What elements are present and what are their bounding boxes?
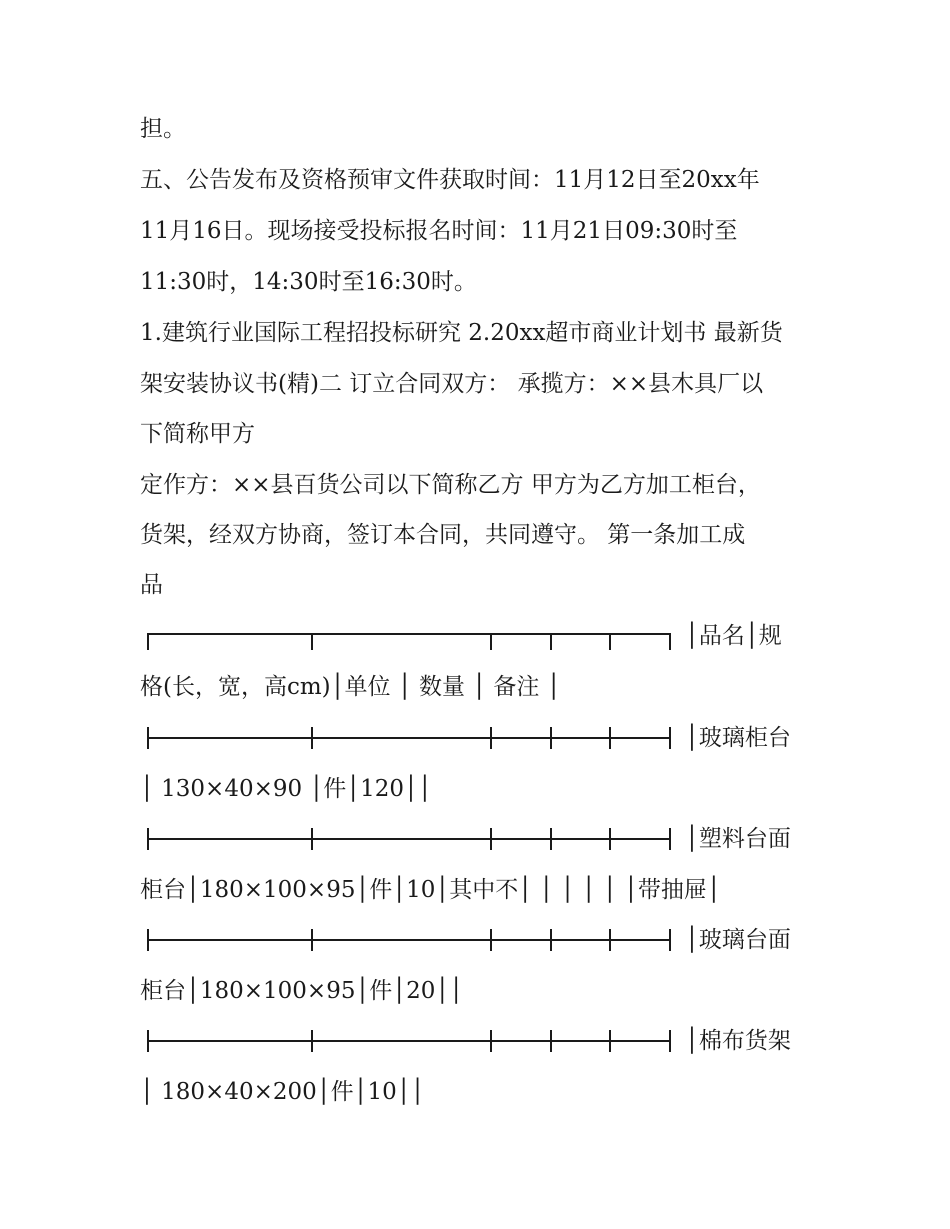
text-line: 定作方：××县百货公司以下简称乙方 甲方为乙方加工柜台， bbox=[140, 472, 761, 498]
table-top-border bbox=[147, 630, 671, 652]
text-line: 下简称甲方 bbox=[140, 421, 255, 447]
text-line: 架安装协议书(精)二 订立合同双方： 承揽方：××县木具厂以 bbox=[140, 371, 764, 397]
text-line: 11月16日。现场接受投标报名时间：11月21日09:30时至 bbox=[140, 218, 738, 244]
text-line: 11:30时，14:30时至16:30时。 bbox=[140, 269, 477, 295]
table-row-name: │塑料台面 bbox=[685, 826, 791, 852]
text-line: 五、公告发布及资格预审文件获取时间：11月12日至20xx年 bbox=[140, 167, 760, 193]
table-row: │ 130×40×90 │件│120││ bbox=[140, 776, 432, 802]
text-line: 品 bbox=[140, 572, 163, 598]
table-row-name: │玻璃柜台 bbox=[685, 725, 791, 751]
text-line: 担。 bbox=[140, 116, 186, 142]
table-row-divider bbox=[147, 1030, 671, 1052]
table-row: 柜台│180×100×95│件│10│其中不│ │ │ │ │ │带抽屉│ bbox=[140, 877, 721, 903]
table-row-divider bbox=[147, 828, 671, 850]
text-line: 1.建筑行业国际工程招投标研究 2.20xx超市商业计划书 最新货 bbox=[140, 320, 783, 346]
table-row-divider bbox=[147, 929, 671, 951]
table-row-divider bbox=[147, 727, 671, 749]
table-row: │ 180×40×200│件│10││ bbox=[140, 1079, 425, 1105]
table-row: 柜台│180×100×95│件│20││ bbox=[140, 978, 464, 1004]
table-row-name: │棉布货架 bbox=[685, 1028, 791, 1054]
table-row-name: │玻璃台面 bbox=[685, 927, 791, 953]
text-line: 货架，经双方协商，签订本合同，共同遵守。 第一条加工成 bbox=[140, 522, 746, 548]
table-header: 格(长，宽，高cm)│单位 │ 数量 │ 备注 │ bbox=[140, 674, 561, 700]
table-header-tail: │品名│规 bbox=[685, 623, 782, 649]
